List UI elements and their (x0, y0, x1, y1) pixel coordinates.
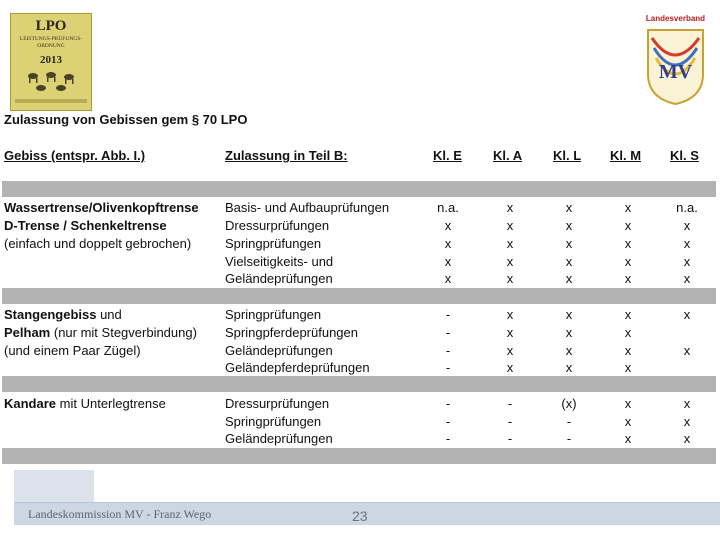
value-cell: x (683, 271, 691, 286)
value-cell: x (683, 431, 691, 446)
value-cell: - (445, 325, 451, 340)
value-cell: x (444, 254, 452, 269)
value-cell: x (624, 360, 632, 375)
value-cell: x (683, 307, 691, 322)
value-cell: - (445, 343, 451, 358)
value-cell: - (566, 414, 572, 429)
lpo-book-cover (10, 13, 92, 111)
landesverband-emblem-icon (644, 24, 707, 106)
value-cell: x (565, 200, 573, 215)
value-cell: - (566, 431, 572, 446)
value-cell: x (444, 271, 452, 286)
gebiss-label: (einfach und doppelt gebrochen) (4, 236, 192, 251)
separator-band (2, 288, 716, 304)
value-cell: x (624, 431, 632, 446)
value-cell: x (506, 360, 514, 375)
header-kl-a: Kl. A (493, 148, 523, 163)
horse-figures-icon (25, 68, 79, 94)
header-gebiss: Gebiss (entspr. Abb. I.) (4, 148, 146, 163)
value-cell: x (506, 307, 514, 322)
header-kl-s: Kl. S (670, 148, 699, 163)
value-cell: x (624, 414, 632, 429)
book-year: 2013 (40, 54, 62, 66)
book-footer-strip (15, 99, 87, 103)
value-cell: x (565, 254, 573, 269)
page-title: Zulassung von Gebissen gem § 70 LPO (4, 112, 248, 127)
value-cell: - (445, 396, 451, 411)
gebiss-label: Stangengebiss und (4, 307, 122, 322)
value-cell: - (445, 360, 451, 375)
value-cell: x (565, 271, 573, 286)
value-cell: x (683, 343, 691, 358)
value-cell: x (565, 218, 573, 233)
value-cell: - (445, 431, 451, 446)
value-cell: x (683, 254, 691, 269)
value-cell: x (683, 396, 691, 411)
zulassung-cell: Geländepferdeprüfungen (225, 360, 370, 375)
value-cell: x (565, 325, 573, 340)
header-kl-l: Kl. L (553, 148, 582, 163)
zulassung-cell: Springprüfungen (225, 414, 322, 429)
gebiss-label: Wassertrense/Olivenkopftrense (4, 200, 199, 215)
value-cell: - (507, 414, 513, 429)
value-cell: x (624, 200, 632, 215)
value-cell: x (506, 254, 514, 269)
zulassung-cell: Geländeprüfungen (225, 343, 333, 358)
zulassung-cell: Basis- und Aufbauprüfungen (225, 200, 390, 215)
value-cell: x (624, 254, 632, 269)
value-cell: x (683, 236, 691, 251)
value-cell: x (444, 236, 452, 251)
value-cell: - (507, 431, 513, 446)
value-cell: n.a. (676, 200, 698, 215)
value-cell: x (506, 218, 514, 233)
value-cell: x (624, 271, 632, 286)
zulassung-cell: Vielseitigkeits- und (225, 254, 334, 269)
value-cell: x (565, 307, 573, 322)
book-subtitle: LEISTUNGS-PRÜFUNGS-ORDNUNG (19, 36, 83, 49)
value-cell: x (624, 343, 632, 358)
value-cell: n.a. (437, 200, 459, 215)
value-cell: x (444, 218, 452, 233)
gebiss-label: Kandare mit Unterlegtrense (4, 396, 166, 411)
value-cell: x (683, 414, 691, 429)
value-cell: x (624, 325, 632, 340)
value-cell: (x) (561, 396, 577, 411)
zulassung-cell: Springpferdeprüfungen (225, 325, 358, 340)
separator-band (2, 181, 716, 197)
header-kl-e: Kl. E (433, 148, 462, 163)
header-zulassung: Zulassung in Teil B: (225, 148, 348, 163)
value-cell: x (624, 396, 632, 411)
value-cell: x (624, 307, 632, 322)
zulassung-cell: Springprüfungen (225, 236, 322, 251)
value-cell: x (624, 236, 632, 251)
zulassung-cell: Geländeprüfungen (225, 431, 333, 446)
value-cell: x (506, 236, 514, 251)
value-cell: x (506, 325, 514, 340)
gebiss-label: D-Trense / Schenkeltrense (4, 218, 167, 233)
value-cell: - (445, 414, 451, 429)
book-title: LPO (35, 18, 67, 34)
footer-decoration (14, 470, 94, 502)
value-cell: x (565, 360, 573, 375)
zulassung-cell: Dressurprüfungen (225, 218, 330, 233)
gebiss-label: Pelham (nur mit Stegverbindung) (4, 325, 197, 340)
zulassung-cell: Dressurprüfungen (225, 396, 330, 411)
value-cell: x (565, 343, 573, 358)
zulassung-cell: Springprüfungen (225, 307, 322, 322)
zulassung-cell: Geländeprüfungen (225, 271, 333, 286)
landesverband-logo (642, 12, 709, 110)
value-cell: x (506, 200, 514, 215)
value-cell: x (506, 343, 514, 358)
separator-band (2, 448, 716, 464)
header-kl-m: Kl. M (610, 148, 642, 163)
footer-author: Landeskommission MV - Franz Wego (28, 507, 212, 521)
separator-band (2, 376, 716, 392)
value-cell: - (507, 396, 513, 411)
value-cell: x (565, 236, 573, 251)
value-cell: x (624, 218, 632, 233)
page-number: 23 (352, 508, 368, 524)
logo-label: Landesverband (645, 14, 706, 23)
value-cell: x (506, 271, 514, 286)
value-cell: x (683, 218, 691, 233)
gebiss-label: (und einem Paar Zügel) (4, 343, 141, 358)
logo-initials: MV (658, 61, 693, 83)
value-cell: - (445, 307, 451, 322)
